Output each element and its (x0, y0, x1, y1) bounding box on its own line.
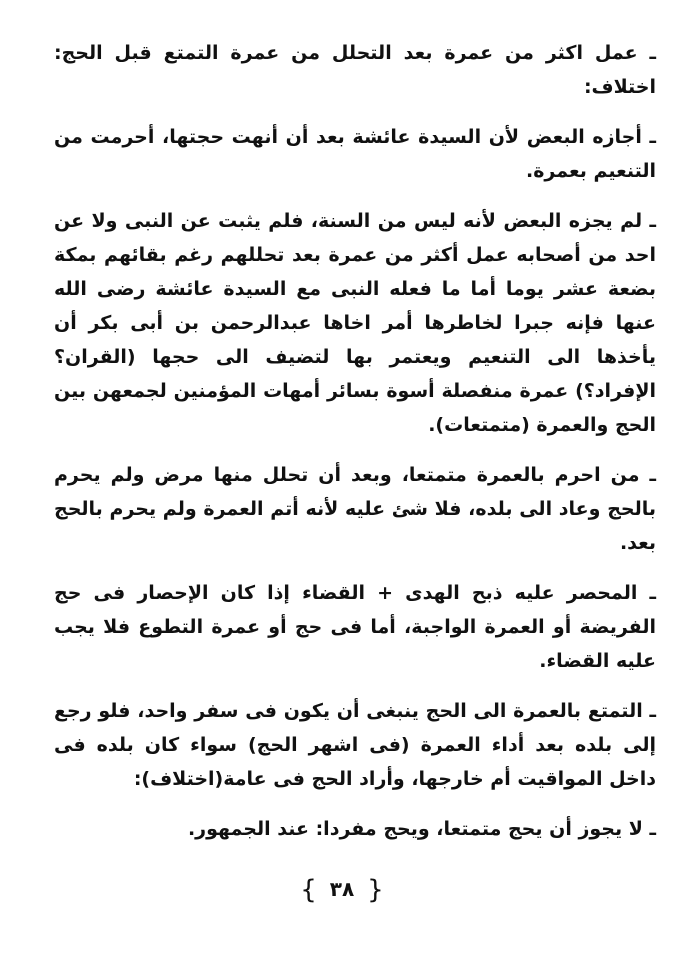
close-brace: } (300, 875, 317, 905)
paragraph-umrah-multiple: ـ عمل اكثر من عمرة بعد التحلل من عمرة التمتع قبل الحج: اختلاف: (54, 42, 656, 98)
paragraph-tamattu: ـ التمتع بالعمرة الى الحج ينبغى أن يكون فى سفر واحد، فلو رجع إلى بلده بعد أداء العمرة (فى اشهر الحج) سواء كان بلده فى داخل المواقيت أم خارجها، وأراد الحج فى عامة(اختلاف): (54, 700, 656, 790)
page-body (54, 36, 656, 862)
paragraph-permitted: ـ أجازه البعض لأن السيدة عائشة بعد أن أنهت حجتها، أحرمت من التنعيم بعمرة. (54, 126, 656, 182)
paragraph-muhsar: ـ المحصر عليه ذبح الهدى + القضاء إذا كان الإحصار فى حج الفريضة أو العمرة الواجبة، أما فى حج أو عمرة التطوع فلا يجب عليه القضاء. (54, 582, 656, 672)
paragraph-illness: ـ من احرم بالعمرة متمتعا، وبعد أن تحلل منها مرض ولم يحرم بالحج وعاد الى بلده، فلا شئ عليه لأنه أتم العمرة ولم يحرم بالحج بعد. (54, 464, 656, 554)
page-number-footer (0, 872, 684, 907)
page-number: ٣٨ (329, 877, 355, 901)
paragraph-not-permitted: ـ لم يجزه البعض لأنه ليس من السنة، فلم يثبت عن النبى ولا عن احد من أصحابه عمل أكثر من عمرة بعد تحللهم رغم بقائهم بمكة بضعة عشر يوما أما ما فعله النبى مع السيدة عائشة رضى الله عنها فإنه جبرا لخاطرها أمر اخاها عبدالرحمن بن أبى بكر أن يأخذها الى التنعيم ويعتمر بها لتضيف الى حجها (القران؟ الإفراد؟) عمرة منفصلة أسوة بسائر أمهات المؤمنين لجمعهن بين الحج والعمرة (متمتعات). (54, 210, 656, 436)
open-brace: { (367, 875, 384, 905)
paragraph-majority-view: ـ لا يجوز أن يحج متمتعا، ويحج مفردا: عند الجمهور. (187, 818, 656, 840)
